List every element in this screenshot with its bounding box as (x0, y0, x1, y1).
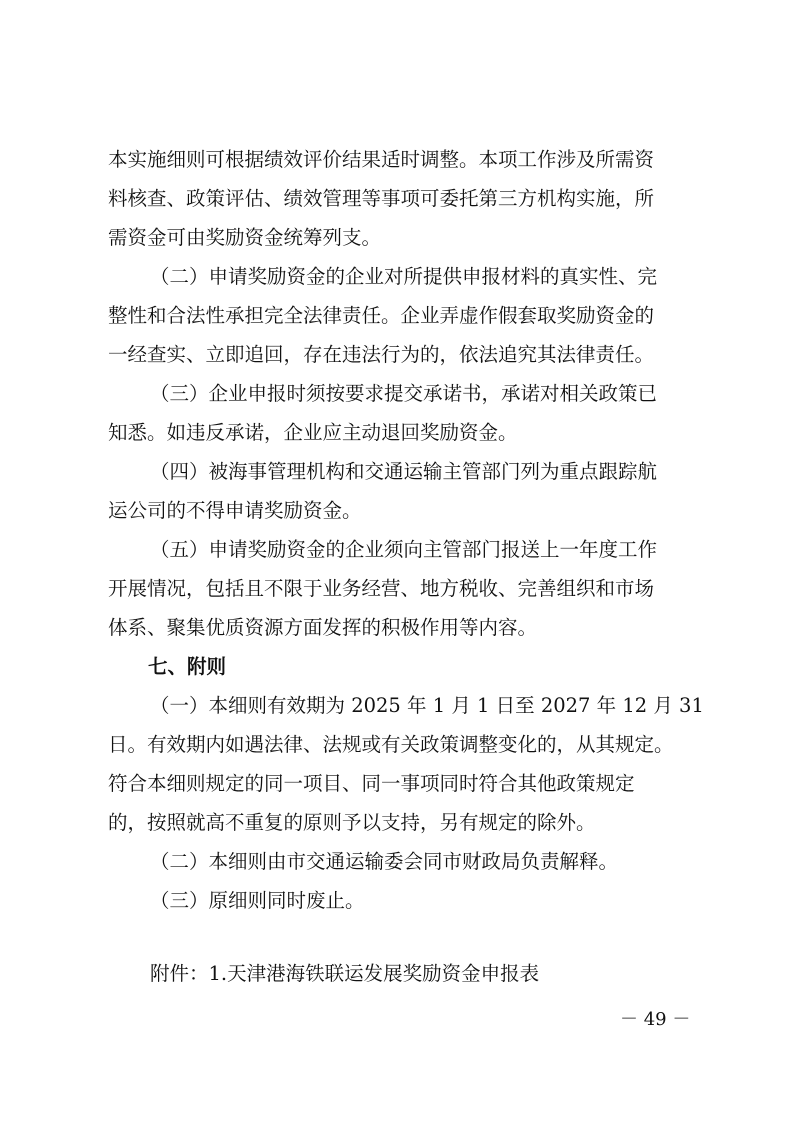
body-line: （五）申请奖励资金的企业须向主管部门报送上一年度工作 (150, 538, 658, 561)
section-line: （二）本细则由市交通运输委会同市财政局负责解释。 (150, 850, 619, 873)
body-line: 体系、聚集优质资源方面发挥的积极作用等内容。 (108, 616, 538, 639)
section-line: （三）原细则同时废止。 (150, 889, 365, 912)
page-number: － 49 － (620, 1009, 691, 1030)
body-line: 整性和合法性承担完全法律责任。企业弄虚作假套取奖励资金的 (108, 304, 655, 327)
body-line: 料核查、政策评估、绩效管理等事项可委托第三方机构实施，所 (108, 187, 655, 210)
attachment-line: 附件：1.天津港海铁联运发展奖励资金申报表 (150, 962, 540, 985)
body-line: 运公司的不得申请奖励资金。 (108, 499, 362, 522)
body-line: 需资金可由奖励资金统筹列支。 (108, 226, 382, 249)
section-line: （一）本细则有效期为 2025 年 1 月 1 日至 2027 年 12 月 31 (150, 694, 704, 717)
section-line: 的，按照就高不重复的原则予以支持，另有规定的除外。 (108, 811, 596, 834)
body-line: 知悉。如违反承诺，企业应主动退回奖励资金。 (108, 421, 518, 444)
body-line: （二）申请奖励资金的企业对所提供申报材料的真实性、完 (150, 265, 658, 288)
body-line: （三）企业申报时须按要求提交承诺书，承诺对相关政策已 (150, 382, 658, 405)
body-line: 一经查实、立即追回，存在违法行为的，依法追究其法律责任。 (108, 343, 655, 366)
body-line: 开展情况，包括且不限于业务经营、地方税收、完善组织和市场 (108, 577, 655, 600)
section-heading: 七、附则 (148, 655, 227, 678)
body-line: （四）被海事管理机构和交通运输主管部门列为重点跟踪航 (150, 460, 658, 483)
section-line: 符合本细则规定的同一项目、同一事项同时符合其他政策规定 (108, 772, 635, 795)
body-line: 本实施细则可根据绩效评价结果适时调整。本项工作涉及所需资 (108, 148, 655, 171)
section-line: 日。有效期内如遇法律、法规或有关政策调整变化的，从其规定。 (108, 733, 674, 756)
